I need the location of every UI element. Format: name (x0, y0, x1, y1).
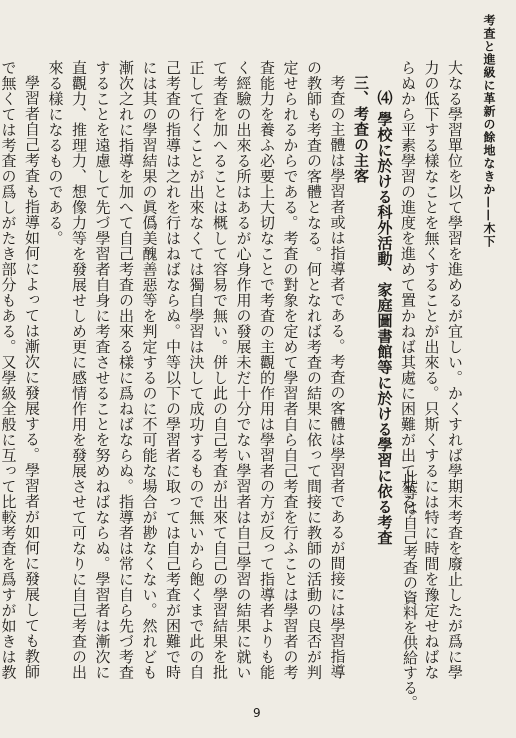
section-heading-3: 三、考査の主客 (352, 75, 370, 184)
paragraph-subject: 考査の主體は學習者或は指導者である。考査の客體は學習者であるが間接には學習指導の教師も考査の客體となる。何となれば考査の結果に依って間接に教師の活動の良否が判定せられるからである。考査の對象を定めて學習者自ら自己考査を行ふことは學習者の考査能力を養ふ必要上大切なことで考査の主觀的作用は學習者の方が反って指導者よりも能く經驗の出來る所はあるが心身作用の發展未だ十分でない學習者は自己學習の結果に就いて考査を加へることは概して容易で無い。併し此の自己考査が出來て自己の學習結果を批正して行くことが出來なくては獨自學習は決して成功するもので無いから飽くまで此の自己考査の指導は之れを行はねばならぬ。中等以下の學習者に取っては自己考査が困難で時には其の學習結果の眞僞美醜善惡等を判定するのに不可能な場合が尠なくない。然れども漸次之れに指導を加へて自己考査の出來る樣に爲ねばならぬ。指導者は常に自ら先づ考査することを遠慮して先づ學習者自身に考査させることを努めねばならぬ。學習者は漸次に直觀力、推理力、想像力等を發展せしめ更に感情作用を發展させて可なりに自己考査の出來る樣になるものである。 (46, 60, 347, 680)
section-heading-4: ⑷ 學校に於ける科外活動、家庭圖書館等に於ける學習に依る考査 (375, 90, 394, 546)
aside-note: 此等は自己考査の資料を供給する。 (401, 470, 419, 710)
page-number: 9 (253, 706, 261, 720)
running-header: 考査と進級に革新の餘地なきか——木下 (482, 14, 496, 248)
paragraph-top: 大なる學習單位を以て學習を進めるが宜しい。かくすれば學期末考査を廢止したが爲に學力の低下する樣なことを無くすることが出來る。只斯くするには特に時間を豫定せねばならぬから平素學習の進度を進めて置かねば其處に困難が出て來る。 (399, 60, 464, 680)
paragraph-correction: 學習者自己考査も指導如何によっては漸次に發展する。學習者が如何に發展しても教師で無くては考査の爲しがたき部分もある。又學級全般に互って比較考査を爲すが如きは教 (0, 60, 41, 680)
